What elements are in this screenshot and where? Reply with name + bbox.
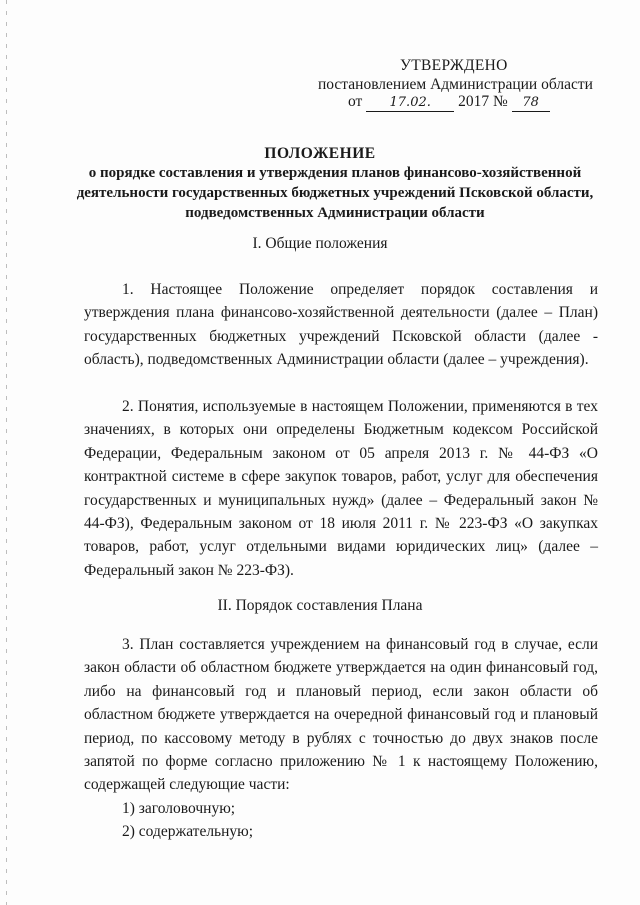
paragraph-1: 1. Настоящее Положение определяет порядок составления и утверждения плана финансово-хозяйственной деятельности (далее – План) государственных бюджетных учреждений Псковской области (далее - область), подведомственных Администрации области (далее – учреждения). (84, 281, 598, 369)
document-title: ПОЛОЖЕНИЕ (264, 145, 376, 162)
list-item-2: 2) содержательную; (122, 823, 254, 840)
list-item-1: 1) заголовочную; (122, 800, 236, 817)
approval-title: УТВЕРЖДЕНО (400, 57, 508, 74)
paragraph-2: 2. Понятия, используемые в настоящем Положении, применяются в тех значениях, в которых они определены Бюджетным кодексом Российской Федерации, Федеральным законом от 05 апреля 2013 г. № 44-ФЗ «О контрактной системе в сфере закупок товаров, работ, услуг для обеспечения государственных и муниципальных нужд» (далее – Федеральный закон № 44-ФЗ), Федеральным законом от 18 июля 2011 г. № 223-ФЗ «О закупках товаров, работ, услуг отдельными видами юридических лиц» (далее – Федеральный закон № 223-ФЗ). (84, 398, 598, 579)
approval-date-prefix: от (348, 93, 363, 110)
paragraph-3: 3. План составляется учреждением на финансовый год в случае, если закон области об областном бюджете утверждается на один финансовый год, либо на финансовый год и плановый период, если закон области об областном бюджете утверждается на очередной финансовый год и плановый период, по кассовому методу в рублях с точностью до двух знаков после запятой по форме согласно приложению № 1 к настоящему Положению, содержащей следующие части: (84, 636, 598, 794)
approval-date-handwritten: 17.02. (366, 95, 454, 112)
approval-date-row (348, 93, 608, 112)
scan-margin-line (6, 0, 7, 905)
section-2-heading: II. Порядок составления Плана (217, 597, 423, 614)
section-1-heading: I. Общие положения (252, 235, 388, 252)
approval-line: постановлением Администрации области (318, 76, 593, 93)
document-subtitle: о порядке составления и утверждения планов финансово-хозяйственной деятельности государственных бюджетных учреждений Псковской области, подведомственных Администрации области (76, 165, 594, 221)
approval-number-sign: № (492, 93, 508, 110)
approval-year: 2017 (458, 93, 490, 110)
approval-number-handwritten: 78 (512, 95, 550, 112)
